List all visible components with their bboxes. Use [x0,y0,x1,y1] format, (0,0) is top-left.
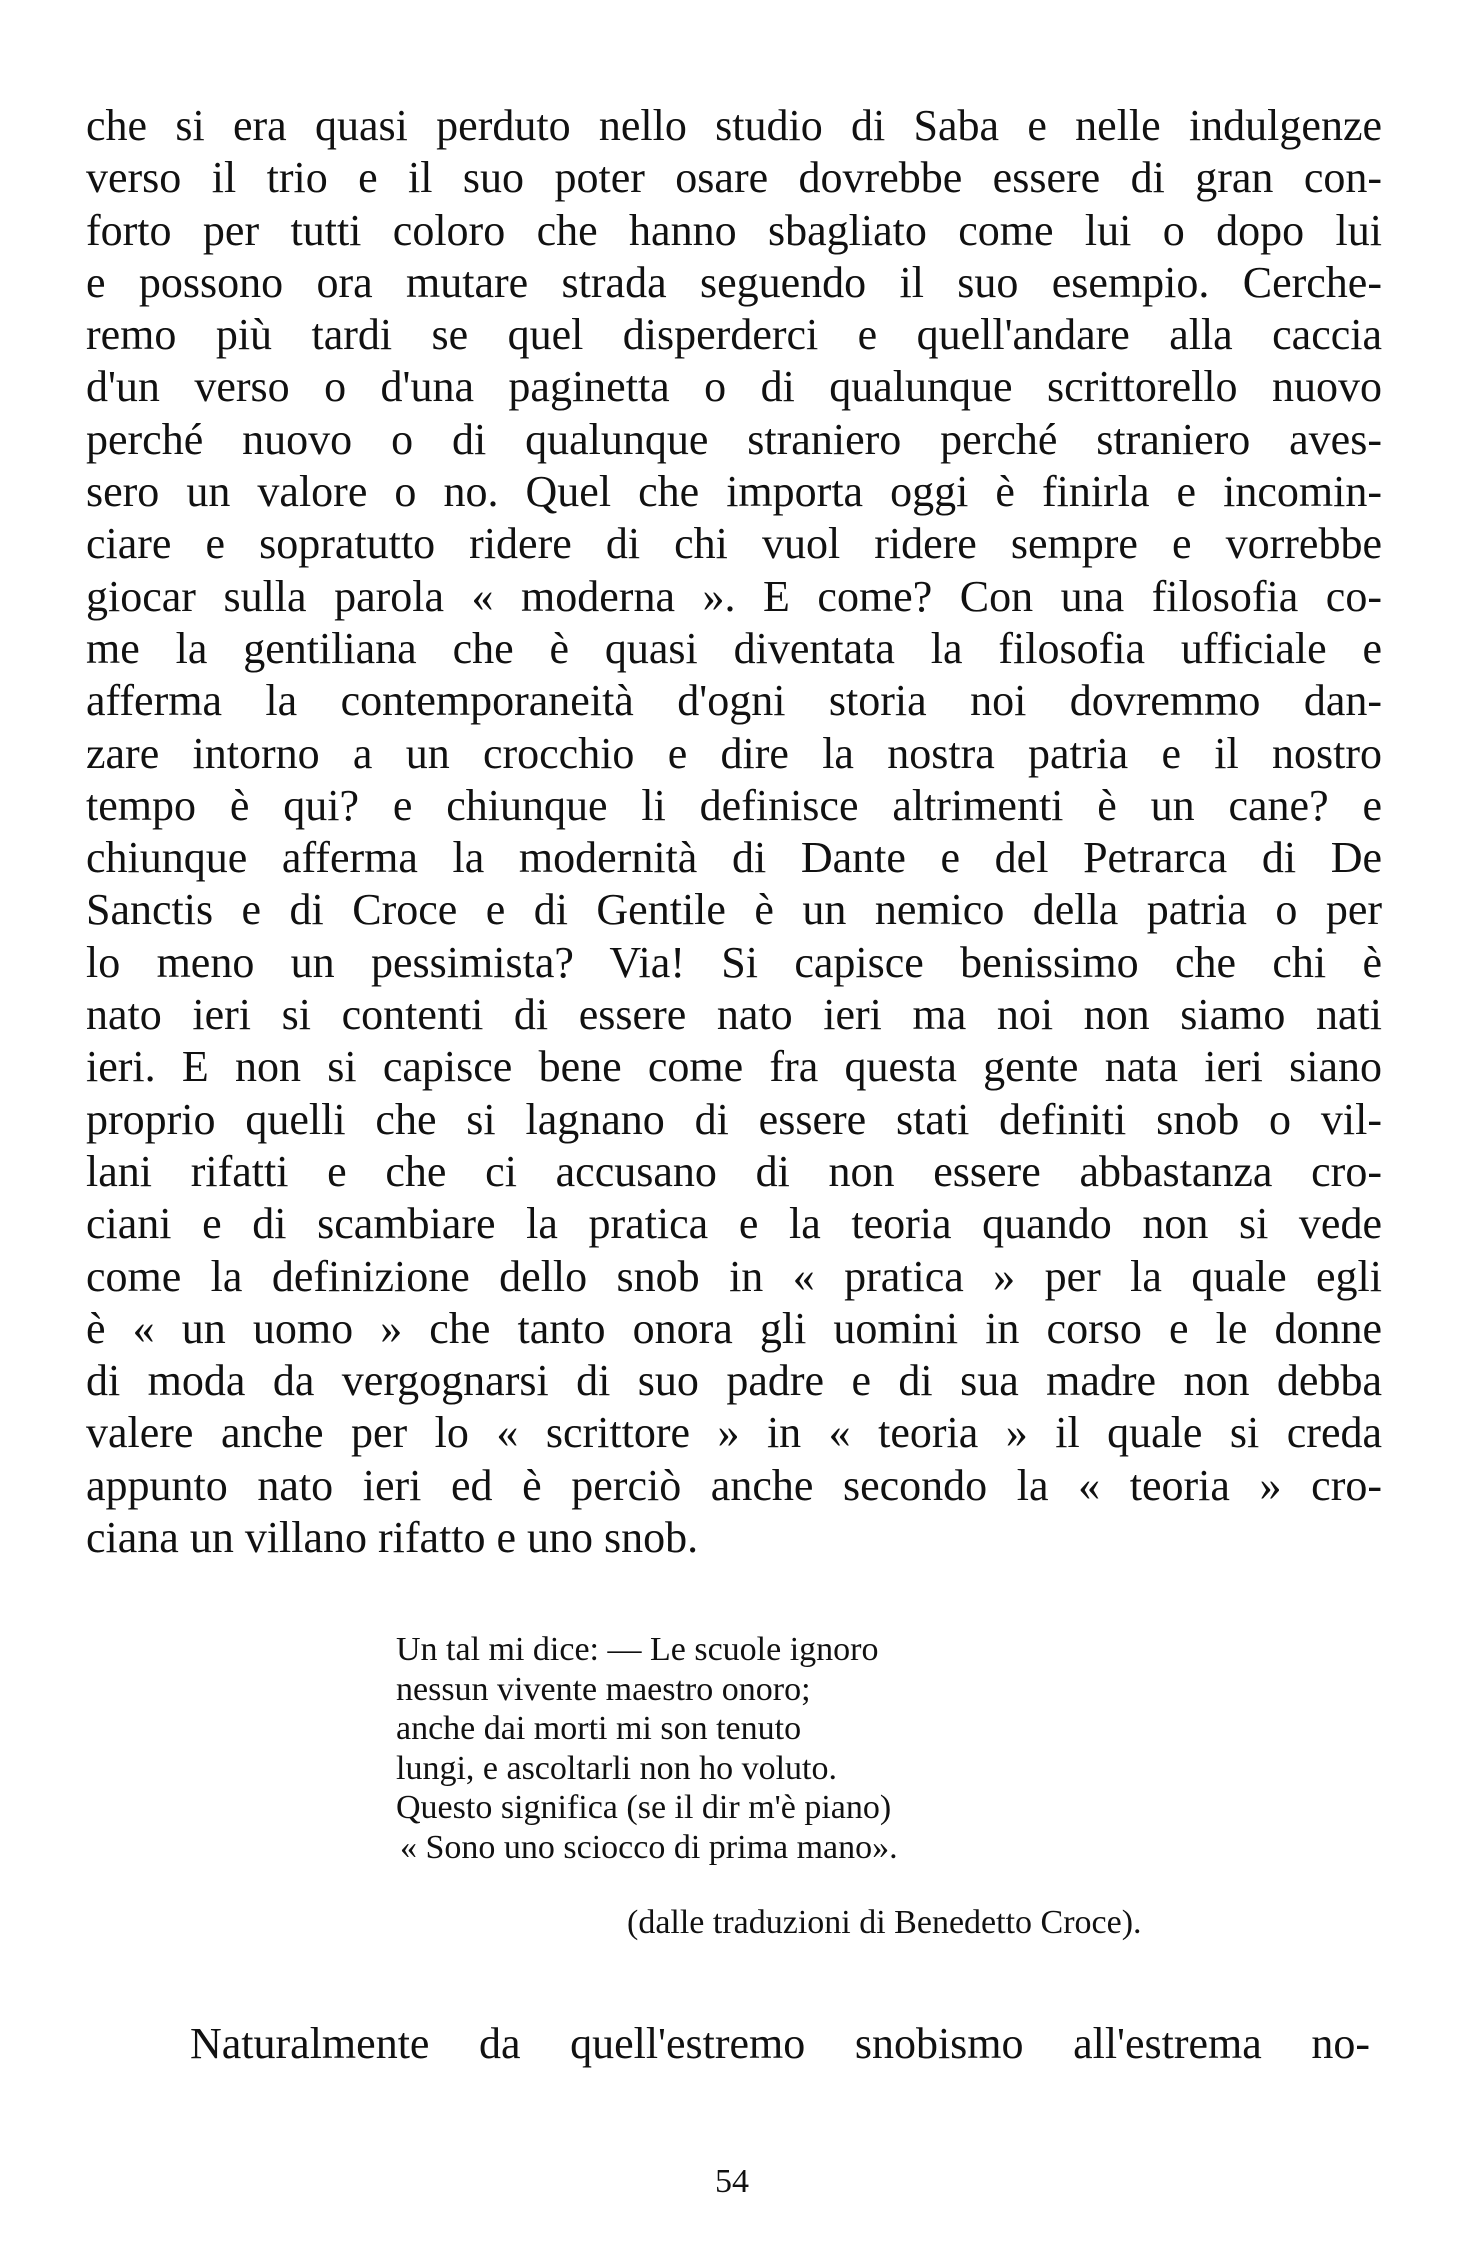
text-line: come la definizione dello snob in « pratica » per la quale egli [86,1251,1382,1301]
poem-attribution: (dalle traduzioni di Benedetto Croce). [627,1904,1142,1941]
text-line: giocar sulla parola « moderna ». E come? Con una filosofia co- [86,571,1382,621]
text-line: appunto nato ieri ed è perciò anche secondo la « teoria » cro- [86,1460,1382,1510]
main-paragraph [86,100,1382,1564]
text-line: Sanctis e di Croce e di Gentile è un nemico della patria o per [86,885,1382,935]
poem-line: lungi, e ascoltarli non ho voluto. [396,1749,837,1787]
text-line: ciana un villano rifatto e uno snob. [86,1513,699,1563]
text-line: lani rifatti e che ci accusano di non essere abbastanza cro- [86,1146,1382,1196]
page-number: 54 [715,2163,749,2200]
text-line: di moda da vergognarsi di suo padre e di sua madre non debba [86,1356,1382,1406]
text-line: proprio quelli che si lagnano di essere stati definiti snob o vil- [86,1094,1382,1144]
text-line: verso il trio e il suo poter osare dovrebbe essere di gran con- [86,153,1382,203]
text-line: d'un verso o d'una paginetta o di qualunque scrittorello nuovo [86,362,1382,412]
poem-line: nessun vivente maestro onoro; [396,1670,811,1708]
text-line: è « un uomo » che tanto onora gli uomini in corso e le donne [86,1303,1382,1353]
next-paragraph-start: Naturalmente da quell'estremo snobismo all'estrema no- [190,2019,1370,2068]
poem-line: anche dai morti mi son tenuto [396,1710,802,1747]
text-line: chiunque afferma la modernità di Dante e del Petrarca di De [86,833,1382,883]
text-line: forto per tutti coloro che hanno sbagliato come lui o dopo lui [86,205,1382,255]
text-line: zare intorno a un crocchio e dire la nostra patria e il nostro [86,728,1382,778]
text-line: me la gentiliana che è quasi diventata la filosofia ufficiale e [86,623,1382,673]
text-line: sero un valore o no. Quel che importa oggi è finirla e incomin- [86,467,1382,517]
text-line: valere anche per lo « scrittore » in « teoria » il quale si creda [86,1408,1382,1458]
poem-line: Un tal mi dice: — Le scuole ignoro [396,1631,879,1668]
text-line: remo più tardi se quel disperderci e quell'andare alla caccia [86,310,1382,360]
poem-quote [396,1630,1076,1867]
text-line: perché nuovo o di qualunque straniero perché straniero aves- [86,414,1382,464]
text-line: ieri. E non si capisce bene come fra questa gente nata ieri siano [86,1042,1382,1092]
poem-line: Questo significa (se il dir m'è piano) [396,1789,892,1826]
text-line: lo meno un pessimista? Via! Si capisce benissimo che chi è [86,937,1382,987]
text-line: ciare e sopratutto ridere di chi vuol ridere sempre e vorrebbe [86,519,1382,569]
text-line: ciani e di scambiare la pratica e la teoria quando non si vede [86,1199,1382,1249]
text-line: nato ieri si contenti di essere nato ieri ma noi non siamo nati [86,990,1382,1040]
text-line: afferma la contemporaneità d'ogni storia noi dovremmo dan- [86,676,1382,726]
text-line: e possono ora mutare strada seguendo il suo esempio. Cerche- [86,257,1382,307]
text-line: che si era quasi perduto nello studio di Saba e nelle indulgenze [86,101,1382,150]
poem-line: « Sono uno sciocco di prima mano». [400,1828,898,1866]
text-line: tempo è qui? e chiunque li definisce altrimenti è un cane? e [86,780,1382,830]
